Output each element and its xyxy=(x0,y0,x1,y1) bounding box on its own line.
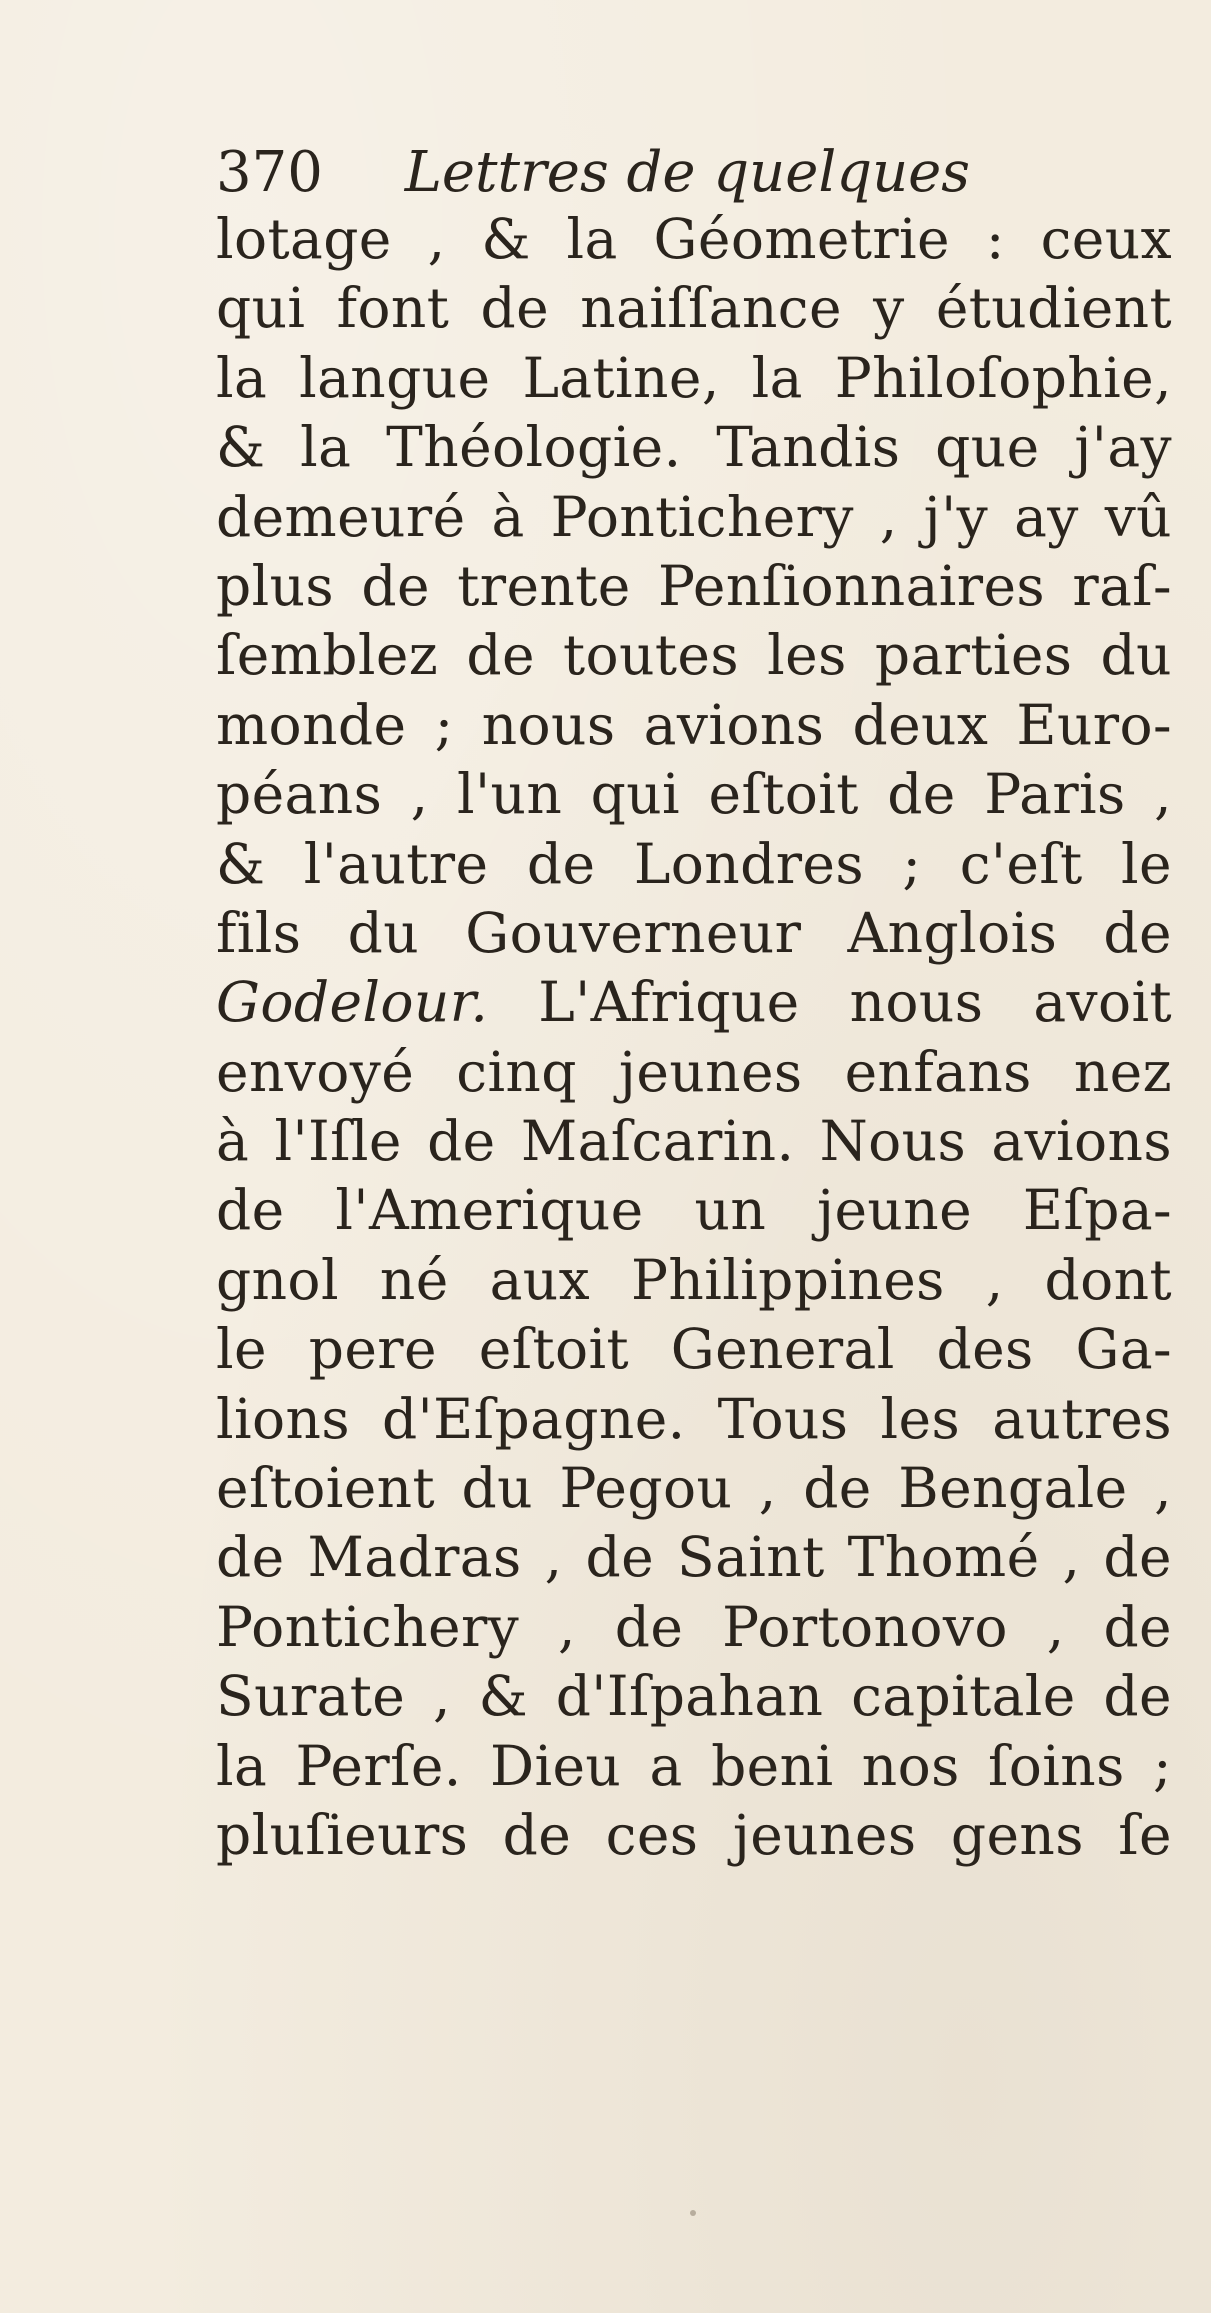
italic-place-name: Godelour. xyxy=(216,970,489,1035)
text-line: lions d'Eſpagne. Tous les autres xyxy=(216,1386,1172,1451)
text-line: pluſieurs de ces jeunes gens ſe xyxy=(216,1802,1172,1867)
text-line: monde ; nous avions deux Euro- xyxy=(216,692,1172,757)
text-line: Surate , & d'Iſpahan capitale de xyxy=(216,1664,1172,1729)
text-line: à l'Iſle de Maſcarin. Nous avions xyxy=(216,1109,1172,1174)
running-title: Lettres de quelques xyxy=(404,140,971,205)
text-line: la Perſe. Dieu a beni nos ſoins ; xyxy=(216,1733,1172,1798)
paper-speck xyxy=(690,2210,696,2216)
text-line: péans , l'un qui eſtoit de Paris , xyxy=(216,762,1172,827)
text-line-rest: L'Afrique nous avoit xyxy=(488,970,1172,1035)
text-line-italic-start xyxy=(216,968,1172,1037)
text-line: qui font de naiſſance y étudient xyxy=(216,276,1172,341)
text-line: envoyé cinq jeunes enfans nez xyxy=(216,1039,1172,1104)
text-line: demeuré à Pontichery , j'y ay vû xyxy=(216,484,1172,549)
text-line: Pontichery , de Portonovo , de xyxy=(216,1594,1172,1659)
text-line: gnol né aux Philippines , dont xyxy=(216,1247,1172,1312)
text-line: de Madras , de Saint Thomé , de xyxy=(216,1525,1172,1590)
text-line: & l'autre de Londres ; c'eſt le xyxy=(216,831,1172,896)
text-line: fils du Gouverneur Anglois de xyxy=(216,900,1172,965)
text-line: le pere eſtoit General des Ga- xyxy=(216,1317,1172,1382)
page-header xyxy=(216,138,970,208)
text-line: ſemblez de toutes les parties du xyxy=(216,623,1172,688)
text-line: la langue Latine, la Philoſophie, xyxy=(216,345,1172,410)
text-line: plus de trente Penſionnaires raſ- xyxy=(216,553,1172,618)
text-line: eſtoient du Pegou , de Bengale , xyxy=(216,1456,1172,1521)
text-line: de l'Amerique un jeune Eſpa- xyxy=(216,1178,1172,1243)
page-number: 370 xyxy=(216,140,323,205)
text-line: & la Théologie. Tandis que j'ay xyxy=(216,415,1172,480)
text-line: lotage , & la Géometrie : ceux xyxy=(216,207,1172,271)
body-text xyxy=(216,205,1172,1870)
